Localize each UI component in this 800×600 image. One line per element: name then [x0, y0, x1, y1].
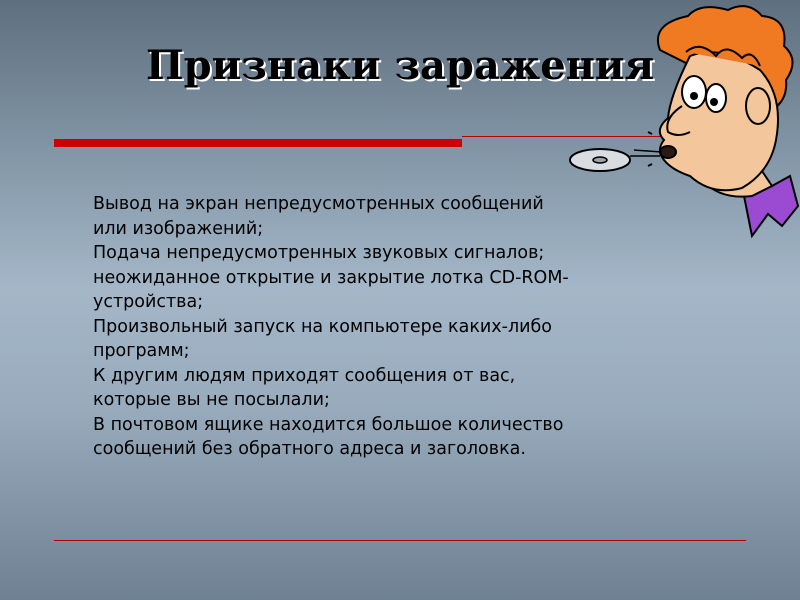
- text-line: устройства;: [93, 292, 204, 312]
- footer-rule: [54, 540, 746, 541]
- text-line: которые вы не посылали;: [93, 390, 330, 410]
- text-line: Вывод на экран непредусмотренных сообщений: [93, 194, 544, 214]
- text-line: В почтовом ящике находится большое количество: [93, 414, 564, 435]
- slide-title: Признаки заражения: [145, 42, 655, 89]
- text-line: неожиданное открытие и закрытие лотка CD-ROM-: [93, 267, 569, 288]
- text-line: Произвольный запуск на компьютере каких-либо: [93, 316, 553, 337]
- text-line: Подача непредусмотренных звуковых сигналов;: [93, 243, 545, 263]
- text-line: или изображений;: [93, 218, 264, 239]
- text-line: сообщений без обратного адреса и заголовка.: [93, 439, 526, 459]
- text-line: программ;: [93, 341, 190, 361]
- cartoon-man-icon: [568, 0, 800, 240]
- title-underline-bar: [54, 139, 462, 147]
- text-line: К другим людям приходят сообщения от вас,: [93, 365, 516, 386]
